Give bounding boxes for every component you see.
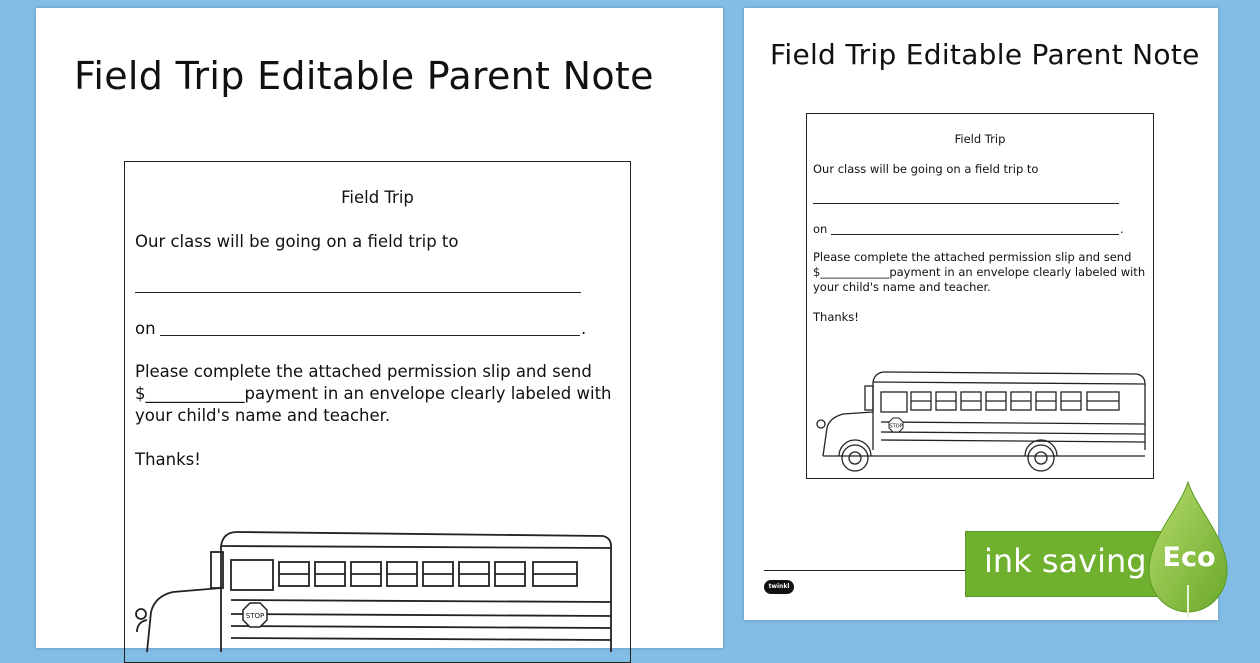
thanks-text-small: Thanks! [813,310,859,324]
date-period: . [581,319,587,338]
twinkl-logo: twinkl [764,580,794,594]
footer-rule [764,570,996,571]
worksheet-title: Field Trip Editable Parent Note [74,54,654,98]
worksheet-title-small: Field Trip Editable Parent Note [770,38,1200,71]
on-label-small: on [813,222,828,236]
note-intro: Our class will be going on a field trip to [135,232,459,251]
on-label: on [135,319,156,338]
date-blank-line [160,335,580,336]
payment-line-2: $____________payment in an envelope clearly labeled with [135,384,612,403]
school-bus-illustration-small [815,364,1151,474]
payment-line-3: your child's name and teacher. [135,406,391,425]
payment-line-3-small: your child's name and teacher. [813,280,991,294]
payment-line-1-small: Please complete the attached permission slip and send [813,250,1132,264]
worksheet-preview-large [36,8,723,648]
payment-paragraph-small [813,250,1145,295]
destination-blank-line [135,292,581,293]
ink-saving-label: ink saving [984,542,1147,580]
payment-line-1: Please complete the attached permission slip and send [135,362,592,381]
bus-stop-sign-small: STOP [889,423,903,430]
eco-label: Eco [1162,542,1216,573]
date-blank-line-small [831,234,1119,235]
bus-stop-sign: STOP [245,612,265,620]
destination-blank-line-small [813,203,1119,204]
note-heading: Field Trip [341,188,414,207]
school-bus-illustration [133,522,623,662]
payment-paragraph [135,361,612,427]
note-intro-small: Our class will be going on a field trip to [813,162,1039,176]
payment-line-2-small: $____________payment in an envelope clearly labeled with [813,265,1146,279]
parent-note-box [124,161,631,663]
note-heading-small: Field Trip [954,132,1006,146]
thanks-text: Thanks! [135,450,201,469]
date-period-small: . [1120,222,1124,236]
parent-note-box-small [806,113,1154,479]
